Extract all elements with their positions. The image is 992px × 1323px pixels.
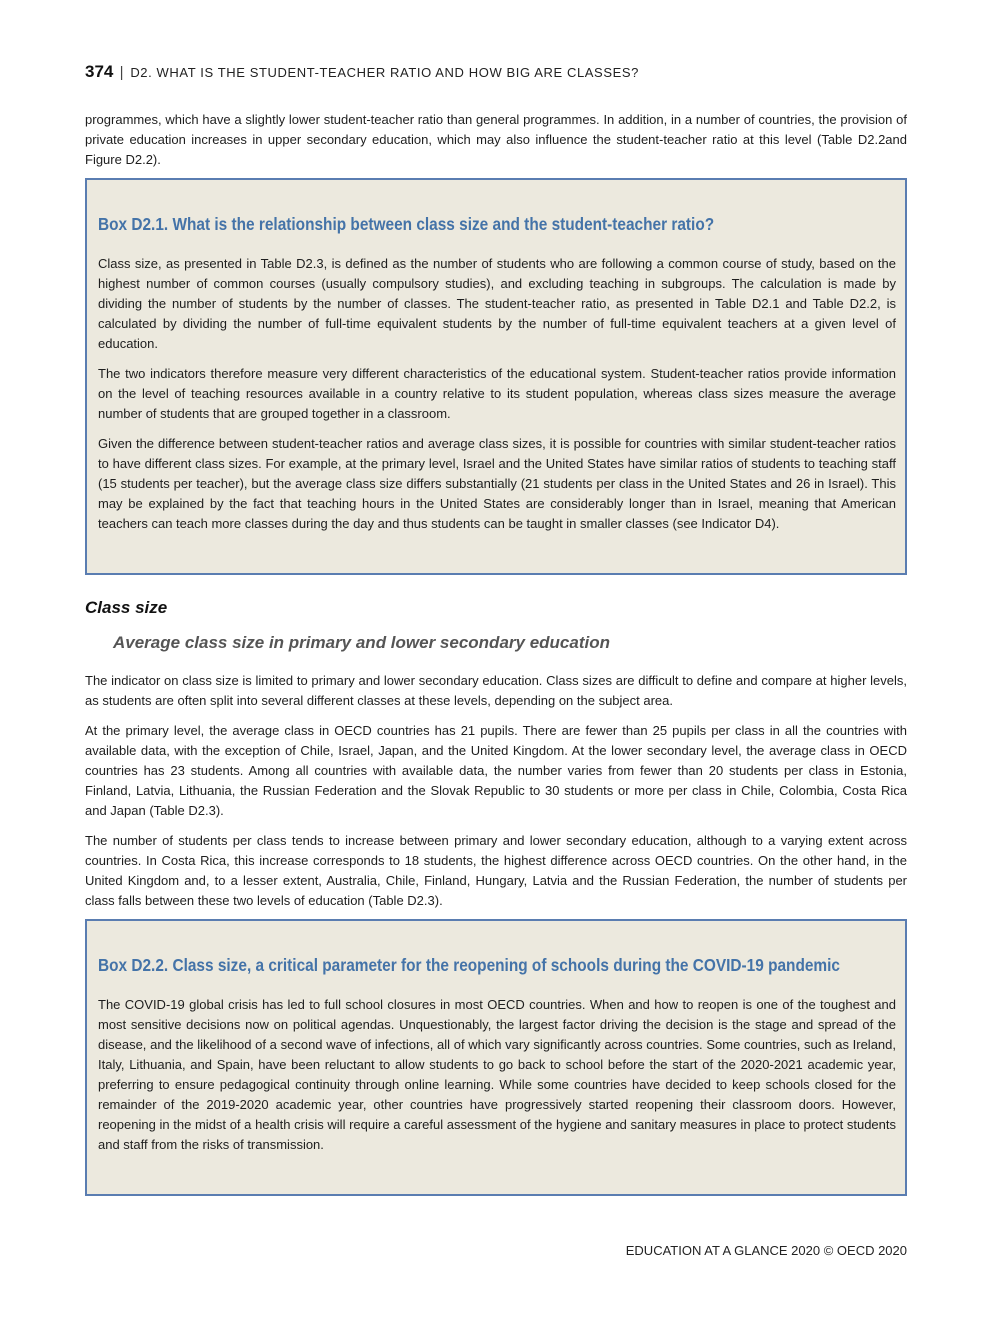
box-d2-2-paragraph: The COVID-19 global crisis has led to full school closures in most OECD countries. When and how to reopen is one of the toughest and most sensitive decisions now on political agendas. Unquestionably, the largest factor driving the decision is the stage and spread of the disease, and the likelihood of a second wave of infections, all of which vary significantly across countries. Some countries, such as Ireland, Italy, Lithuania, and Spain, have been reluctant to allow students to go back to school before the start of the 2020-2021 academic year, preferring to ensure pedagogical continuity through online learning. While some countries have decided to keep schools closed for the remainder of the 2019-2020 academic year, other countries have progressively started reopening their classroom doors. However, reopening in the midst of a health crisis will require a careful assessment of the hygiene and sanitary measures in place to protect students and staff from the risks of transmission. bbox=[98, 997, 896, 1152]
header-separator: | bbox=[119, 64, 125, 81]
box-d2-1-paragraph: Class size, as presented in Table D2.3, is defined as the number of students who are following a common course of study, based on the highest number of common courses (usually compulsory studies), and excluding teaching in subgroups. The calculation is made by dividing the number of students by the number of classes. The student-teacher ratio, as presented in Table D2.1 and Table D2.2, is calculated by dividing the number of full-time equivalent students by the number of full-time equivalent teachers at a given level of education. bbox=[98, 256, 896, 351]
page-footer: EDUCATION AT A GLANCE 2020 © OECD 2020 bbox=[625, 1243, 907, 1258]
box-d2-1-paragraph: Given the difference between student-teacher ratios and average class sizes, it is possible for countries with similar student-teacher ratios to have different class sizes. For example, at the primary level, Israel and the United States have similar ratios of students to teaching staff (15 students per teacher), but the average class size differs substantially (21 students per class in the United States and 26 in Israel). This may be explained by the fact that teaching hours in the United States are considerably longer than in Israel, meaning that American teachers can teach more classes during the day and thus students can be taught in smaller classes (see Indicator D4). bbox=[98, 436, 896, 531]
box-d2-1-paragraph: The two indicators therefore measure very different characteristics of the educational system. Student-teacher ratios provide information on the level of teaching resources available in a country relative to its student population, whereas class sizes measure the average number of students that are grouped together in a classroom. bbox=[98, 366, 896, 421]
intro-paragraph: programmes, which have a slightly lower student-teacher ratio than general programmes. In addition, in a number of countries, the provision of private education increases in upper secondary education, which may also influence the student-teacher ratio at this level (Table D2.2and Figure D2.2). bbox=[85, 112, 907, 167]
page-header bbox=[85, 62, 907, 82]
section-heading: Class size bbox=[85, 598, 168, 617]
box-d2-1-title: Box D2.1. What is the relationship between class size and the student-teacher ratio? bbox=[98, 214, 715, 234]
body-paragraph: The indicator on class size is limited to primary and lower secondary education. Class sizes are difficult to define and compare at higher levels, as students are often split into several different classes at these levels, depending on the subject area. bbox=[85, 673, 907, 708]
body-paragraph: At the primary level, the average class in OECD countries has 21 pupils. There are fewer than 25 pupils per class in all the countries with available data, with the exception of Chile, Israel, Japan, and the United Kingdom. At the lower secondary level, the average class in OECD countries has 23 students. Among all countries with available data, the number varies from fewer than 20 students per class in Estonia, Finland, Latvia, Lithuania, the Russian Federation and the Slovak Republic to 30 students or more per class in Chile, Colombia, Costa Rica and Japan (Table D2.3). bbox=[85, 723, 907, 818]
page-number: 374 bbox=[85, 62, 114, 81]
box-d2-1 bbox=[85, 178, 907, 575]
box-d2-2-title: Box D2.2. Class size, a critical parameter for the reopening of schools during the COVID-19 pandemic bbox=[98, 955, 840, 975]
box-d2-2 bbox=[85, 919, 907, 1196]
chapter-title: D2. WHAT IS THE STUDENT-TEACHER RATIO AND HOW BIG ARE CLASSES? bbox=[130, 65, 639, 80]
body-paragraph: The number of students per class tends to increase between primary and lower secondary education, although to a varying extent across countries. In Costa Rica, this increase corresponds to 18 students, the highest difference across OECD countries. On the other hand, in the United Kingdom and, to a lesser extent, Australia, Chile, Finland, Hungary, Latvia and the Russian Federation, the number of students per class falls between these two levels of education (Table D2.3). bbox=[85, 833, 907, 908]
section-subheading: Average class size in primary and lower secondary education bbox=[113, 633, 610, 652]
